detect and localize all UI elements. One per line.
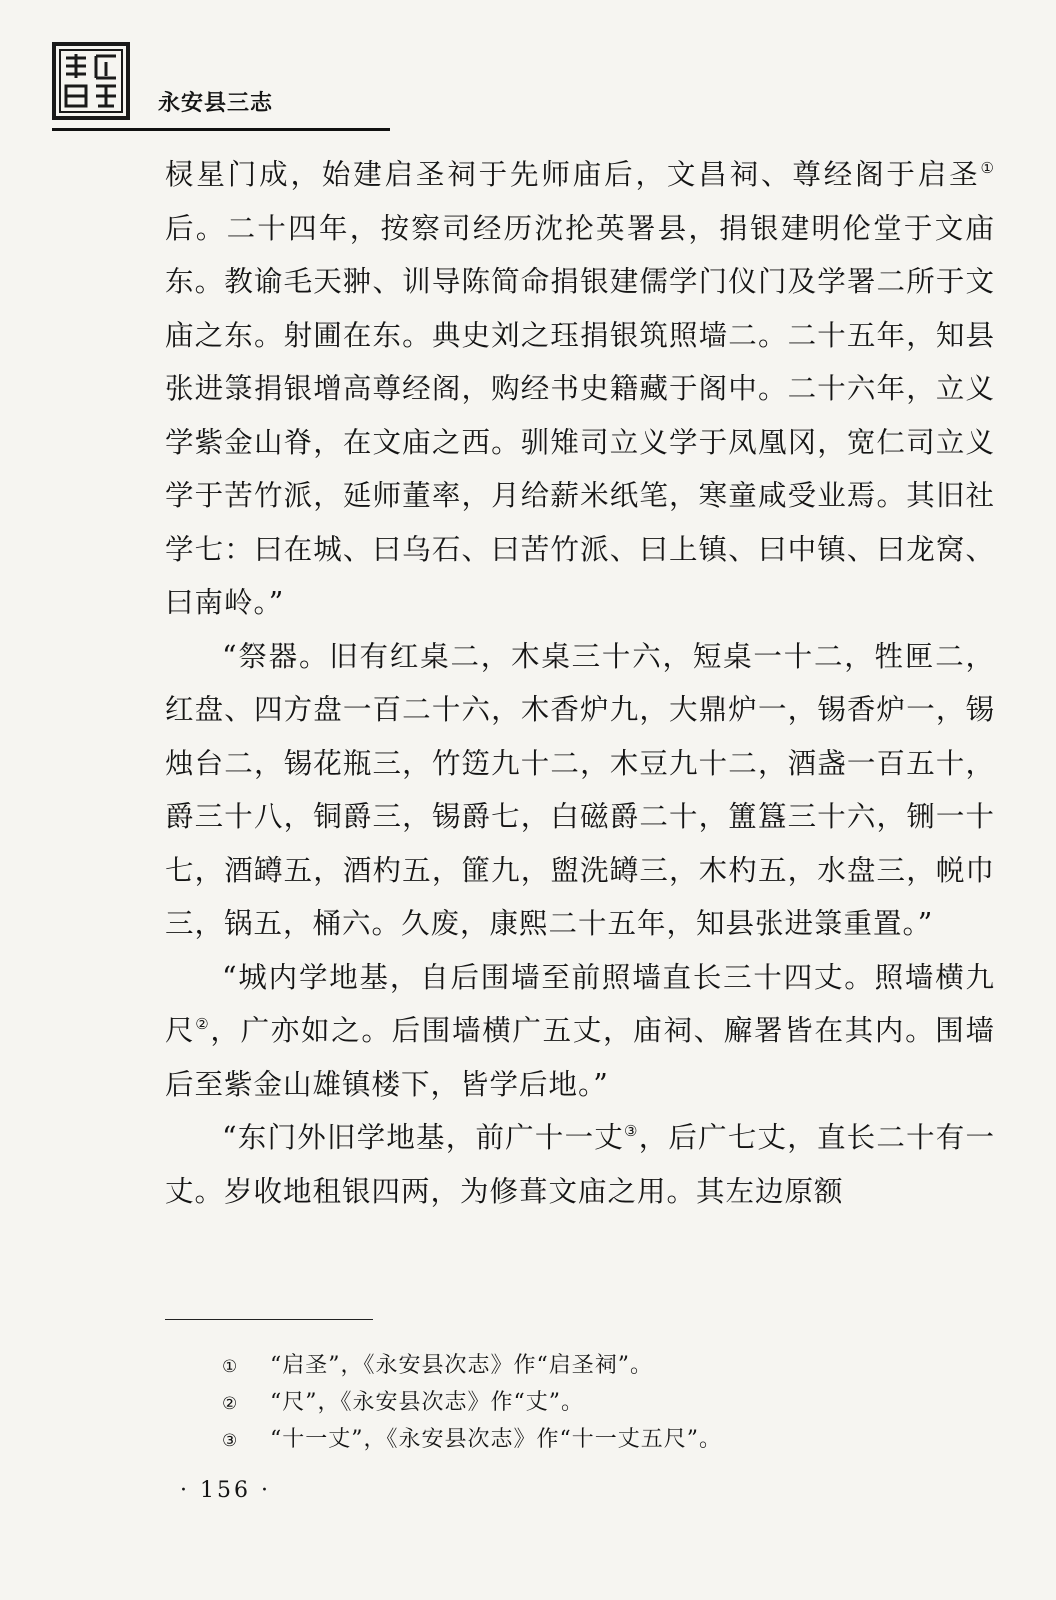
paragraph-1: 棂星门成，始建启圣祠于先师庙后，文昌祠、尊经阁于启圣①后。二十四年，按察司经历沈抡英署县，捐银建明伦堂于文庙东。教谕毛天翀、训导陈简命捐银建儒学门仪门及学署二所于文庙之东。射圃在东。典史刘之珏捐银筑照墙二。二十五年，知县张进箓捐银增高尊经阁，购经书史籍藏于阁中。二十六年，立义学紫金山脊，在文庙之西。驯雉司立义学于凤凰冈，宽仁司立义学于苦竹派，延师董率，月给薪米纸笔，寒童咸受业焉。其旧社学七：曰在城、曰乌石、曰苦竹派、曰上镇、曰中镇、曰龙窝、曰南岭。” <box>165 158 995 619</box>
footnote-mark: ① <box>222 1357 238 1377</box>
paragraph-4: “东门外旧学地基，前广十一丈③，后广七丈，直长二十有一丈。岁收地租银四两，为修葺文庙之用。其左边原额 <box>165 1121 995 1208</box>
paragraph-2: “祭器。旧有红桌二，木桌三十六，短桌一十二，牲匣二，红盘、四方盘一百二十六，木香炉九，大鼎炉一，锡香炉一，锡烛台二，锡花瓶三，竹笾九十二，木豆九十二，酒盏一百五十，爵三十八，铜爵三，锡爵七，白磁爵二十，簠簋三十六，铏一十七，酒罇五，酒杓五，篚九，盥洗罇三，木杓五，水盘三，帨巾三，锅五，桶六。久废，康熙二十五年，知县张进箓重置。” <box>165 639 995 940</box>
seal-logo-icon <box>52 42 130 120</box>
running-title: 永安县三志 <box>158 91 274 116</box>
footnote-text: “十一丈”，《永安县次志》作“十一丈五尺”。 <box>270 1427 722 1452</box>
footnote-item <box>222 1385 942 1422</box>
header-rule <box>52 128 390 131</box>
footnote-divider <box>165 1319 373 1320</box>
paragraph-3: “城内学地基，自后围墙至前照墙直长三十四丈。照墙横九尺②，广亦如之。后围墙横广五丈，庙祠、廨署皆在其内。围墙后至紫金山雄镇楼下，皆学后地。” <box>165 960 995 1101</box>
footnote-item <box>222 1422 942 1459</box>
page-number: · 156 · <box>180 1478 271 1503</box>
footnote-ref-2[interactable]: ② <box>195 1015 211 1033</box>
footnote-text: “启圣”，《永安县次志》作“启圣祠”。 <box>270 1353 653 1378</box>
footnote-text: “尺”，《永安县次志》作“丈”。 <box>270 1390 584 1415</box>
footnote-mark: ② <box>222 1394 238 1414</box>
footnote-item <box>222 1348 942 1385</box>
body-text <box>165 148 995 1218</box>
footnotes <box>222 1348 942 1459</box>
footnote-ref-3[interactable]: ③ <box>624 1122 639 1140</box>
footnote-ref-1[interactable]: ① <box>980 159 995 177</box>
footnote-mark: ③ <box>222 1431 238 1451</box>
